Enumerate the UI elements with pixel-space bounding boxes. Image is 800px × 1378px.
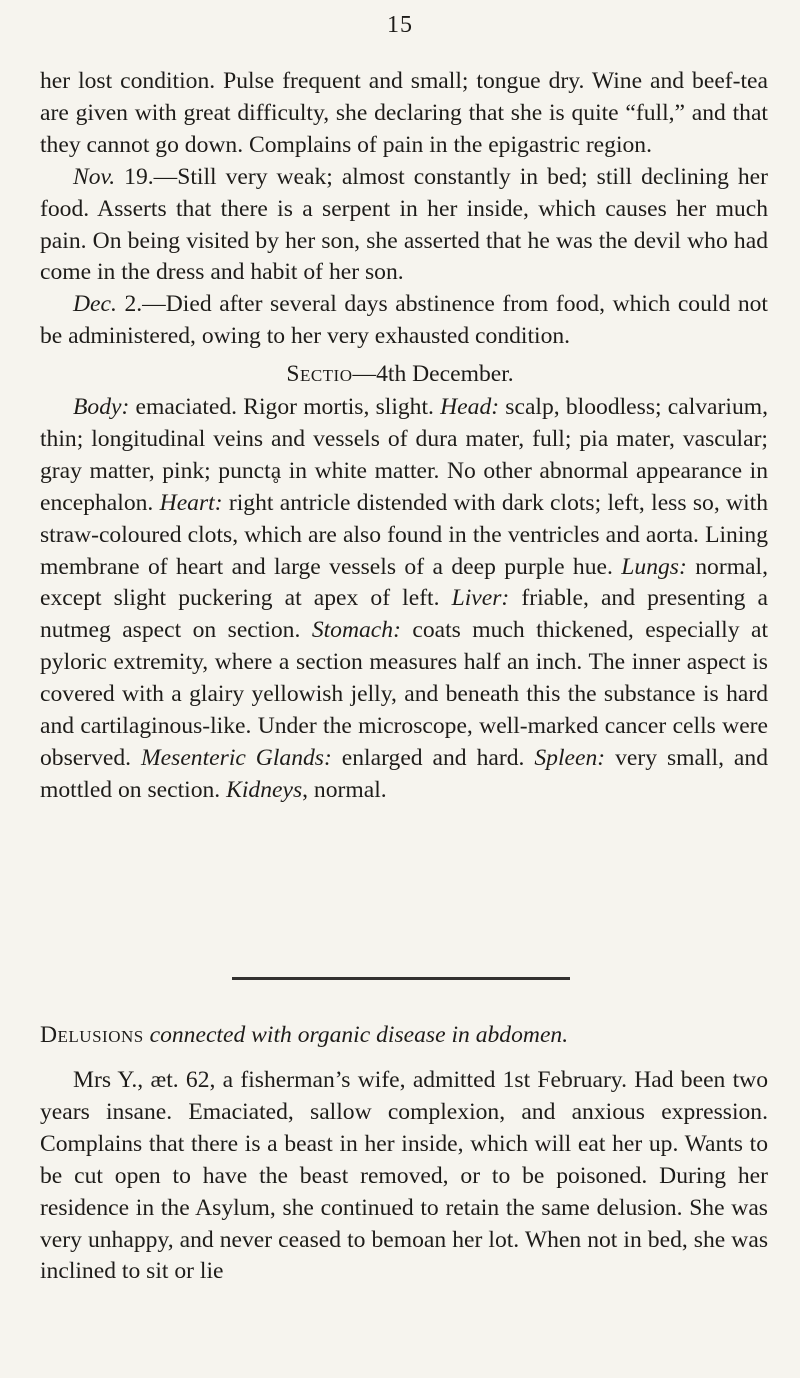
label-spleen: Spleen: <box>534 744 606 771</box>
dec-2-text: 2.—Died after several days abstinence from food, which could not be administered, owing to her very exhausted condition. <box>40 291 768 350</box>
lungs-text: normal, except slight puckering at apex of left. <box>40 553 768 612</box>
delusions-italic-title: connected with organic disease in abdomen. <box>143 1022 569 1048</box>
label-stomach: Stomach: <box>311 617 401 644</box>
section-divider <box>232 977 570 980</box>
label-liver: Liver: <box>451 585 510 612</box>
head-text: scalp, bloodless; calvarium, thin; longitudinal veins and vessels of dura mater, full; pia mater, vascular; gray matter, pink; punctḁ in white matter. No other abnormal appearance in encephalon. <box>40 394 768 516</box>
delusions-caps: Delusions <box>40 1022 144 1048</box>
spleen-text: very small, and mottled on section. <box>40 744 768 803</box>
heart-text: right antricle distended with dark clots; left, less so, with straw-coloured clots, which are also found in the ventricles and aorta. Lining membrane of heart and large vessels of a deep purple hue. <box>40 489 768 580</box>
mesenteric-text: enlarged and hard. <box>331 744 535 771</box>
case-notes-continued <box>40 66 768 353</box>
liver-text: friable, and presenting a nutmeg aspect on section. <box>40 585 768 644</box>
body-text: emaciated. Rigor mortis, slight. <box>129 394 441 420</box>
paragraph-mrs-y: Mrs Y., æt. 62, a fisherman’s wife, admitted 1st February. Had been two years insane. Emaciated, sallow complexion, and anxious expression. Complains that there is a beast in her inside, which will eat her up. Wants to be cut open to have the beast removed, or to be poisoned. During her residence in the Asylum, she continued to retain the same delusion. She was very unhappy, and never ceased to bemoan her lot. When not in bed, she was inclined to sit or lie <box>40 1067 768 1285</box>
label-lungs: Lungs: <box>621 553 687 580</box>
paragraph-dec-2 <box>40 289 768 353</box>
paragraph-autopsy <box>40 392 768 807</box>
sectio-heading <box>0 358 800 390</box>
date-nov: Nov. <box>73 163 116 190</box>
label-heart: Heart: <box>159 489 223 516</box>
label-head: Head: <box>440 394 500 420</box>
kidneys-text: , normal. <box>302 776 387 803</box>
nov-19-text: 19.—Still very weak; almost constantly in bed; still declining her food. Asserts that there is a serpent in her inside, which causes her much pain. On being visited by her son, she asserted that he was the devil who had come in the dress and habit of her son. <box>40 163 768 286</box>
delusions-section-title <box>40 1019 768 1051</box>
page-number: 15 <box>387 12 413 38</box>
case-mrs-y <box>40 1065 768 1288</box>
paragraph-nov-19 <box>40 162 768 290</box>
label-mesenteric-glands: Mesenteric Glands: <box>141 744 332 771</box>
label-kidneys: Kidneys <box>226 776 303 803</box>
stomach-text: coats much thickened, especially at pyloric extremity, where a section measures half an inch. The inner aspect is covered with a glairy yellowish jelly, and beneath this the substance is hard and cartilaginous-like. Under the microscope, well-marked cancer cells were observed. <box>40 617 769 771</box>
sectio-word: Sectio <box>286 361 353 387</box>
autopsy-findings <box>40 392 768 807</box>
label-body: Body: <box>73 394 130 420</box>
sectio-date: —4th December. <box>352 361 514 387</box>
date-dec: Dec. <box>73 291 117 318</box>
paragraph-condition: her lost condition. Pulse frequent and small; tongue dry. Wine and beef-tea are given with great difficulty, she declaring that she is quite “full,” and that they cannot go down. Complains of pain in the epigastric region. <box>40 68 768 158</box>
